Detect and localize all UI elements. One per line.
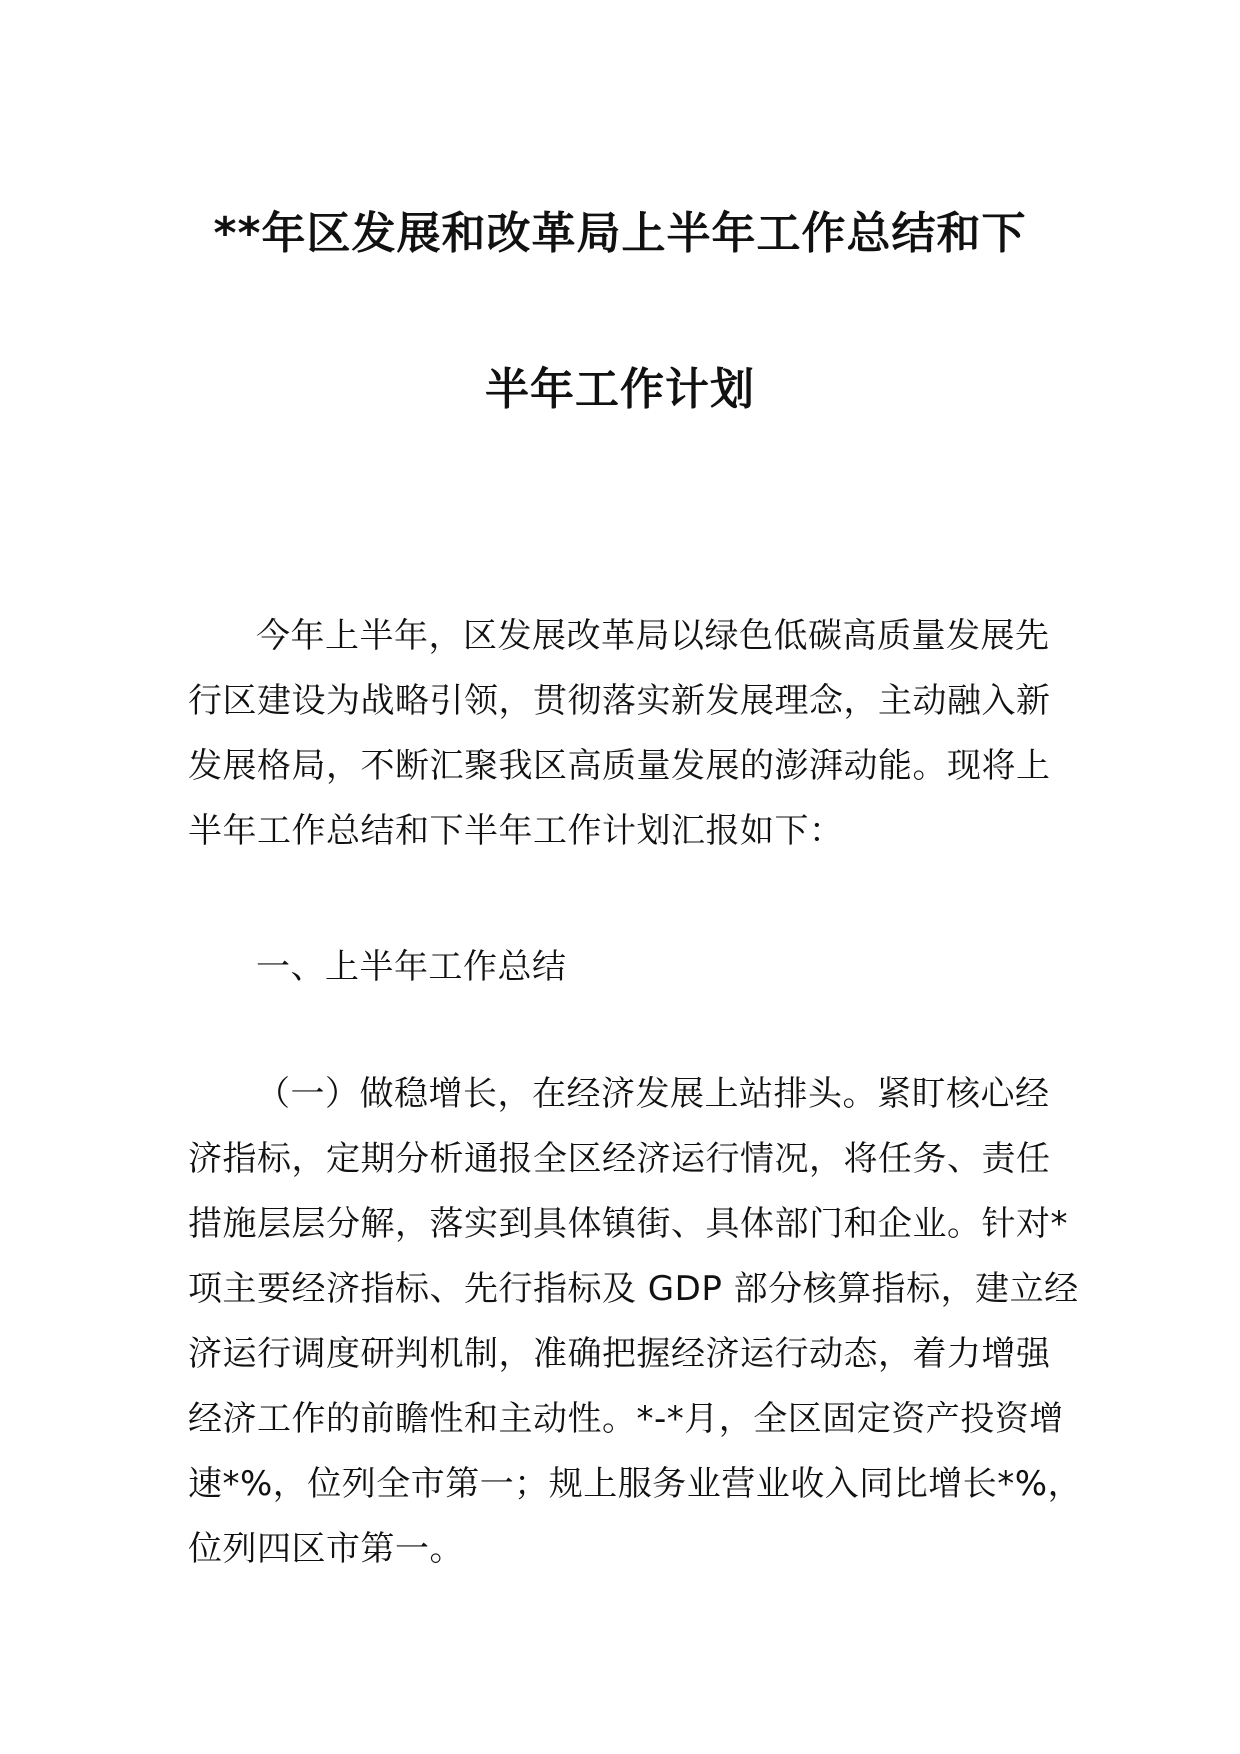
paragraph-line: 今年上半年，区发展改革局以绿色低碳高质量发展先	[256, 616, 1050, 656]
paragraph-line: 速*%，位列全市第一；规上服务业营业收入同比增长*%，	[188, 1464, 1083, 1504]
paragraph-line: 措施层层分解，落实到具体镇街、具体部门和企业。针对*	[188, 1204, 1068, 1244]
document-title-line-2: 半年工作计划	[485, 364, 755, 415]
paragraph-line: （一）做稳增长，在经济发展上站排头。紧盯核心经	[256, 1074, 1050, 1114]
section-heading	[188, 935, 1056, 1000]
section-heading-text: 一、上半年工作总结	[256, 947, 567, 987]
paragraph-line: 行区建设为战略引领，贯彻落实新发展理念，主动融入新	[188, 681, 1051, 721]
paragraph-line: 发展格局，不断汇聚我区高质量发展的澎湃动能。现将上	[188, 746, 1051, 786]
paragraph-line: 半年工作总结和下半年工作计划汇报如下：	[188, 811, 844, 851]
intro-paragraph	[188, 604, 1056, 864]
paragraph-line: 位列四区市第一。	[188, 1529, 464, 1569]
paragraph-line: 济指标，定期分析通报全区经济运行情况，将任务、责任	[188, 1139, 1051, 1179]
document-title-line-1: **年区发展和改革局上半年工作总结和下	[213, 208, 1027, 259]
paragraph-line: 济运行调度研判机制，准确把握经济运行动态，着力增强	[188, 1334, 1051, 1374]
paragraph-line: 经济工作的前瞻性和主动性。*-*月，全区固定资产投资增	[188, 1399, 1064, 1439]
paragraph-line: 项主要经济指标、先行指标及 GDP 部分核算指标，建立经	[188, 1269, 1079, 1309]
subsection-paragraph	[188, 1062, 1083, 1582]
